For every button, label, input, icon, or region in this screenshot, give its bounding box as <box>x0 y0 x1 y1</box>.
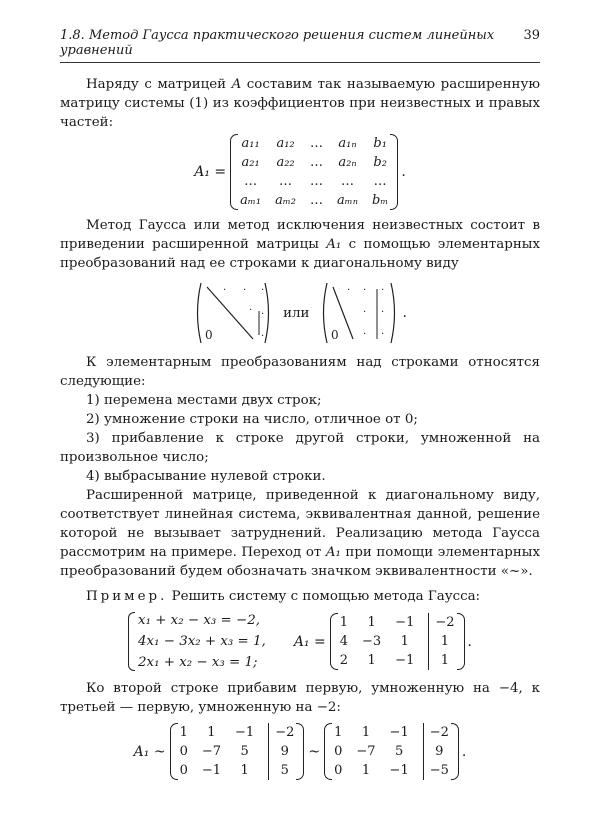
diagonal-form-2 <box>319 281 399 345</box>
example-heading: Пример. Решить систему с помощью метода Гаусса: <box>86 589 481 604</box>
matrix-cell: bₘ <box>372 193 389 208</box>
matrix-cell: 0 <box>179 763 188 778</box>
augmented-matrix-block: A₁ = a₁₁ a₁₂ … a₁ₙ b₁ a₂₁ a₂₂ … a₂ₙ b₂ … … … … … aₘ₁ aₘ₂ … aₘₙ bₘ . <box>194 136 406 208</box>
example-augmented-matrix <box>330 613 465 670</box>
example-system-block: x₁ + x₂ − x₃ = −2, 4x₁ − 3x₂ + x₃ = 1, 2x₁ + x₂ − x₃ = 1; A₁ = 1 1 −1 −2 4 −3 1 1 2 1 −1 1 . <box>60 610 540 673</box>
matrix-cell: 1 <box>361 763 371 778</box>
svg-text:·: · <box>223 285 227 296</box>
equation: 2x₁ + x₂ − x₃ = 1; <box>138 655 258 670</box>
matrix-cell: a₂₂ <box>276 155 295 170</box>
matrix-cell: aₘ₁ <box>240 193 262 208</box>
matrix-cell: −5 <box>423 761 449 780</box>
list-item: 2) умножение строки на число, отличное от 0; <box>86 412 418 427</box>
matrix-cell: 0 <box>179 744 188 759</box>
matrix-cell: … <box>279 174 293 189</box>
linear-system <box>128 610 266 673</box>
paragraph-gauss-method: Метод Гаусса или метод исключения неизвестных состоит в приведении расширенной матрицы A₁ с помощью элементарных преобразований над ее строками к диагональному виду <box>60 218 540 271</box>
svg-text:·: · <box>261 309 265 320</box>
matrix-cell: 4 <box>339 634 348 649</box>
matrix-cell: 1 <box>361 725 371 740</box>
matrix-cell: 5 <box>240 744 249 759</box>
list-item: 3) прибавление к строке другой строки, умноженной на произвольное число; <box>60 431 540 465</box>
matrix-cell: 1 <box>179 725 188 740</box>
matrix-cell: a₁₁ <box>241 136 260 151</box>
svg-text:·: · <box>249 305 253 316</box>
matrix-cell: 1 <box>428 632 454 651</box>
matrix-cell: 0 <box>334 763 343 778</box>
matrix-cell: 1 <box>400 634 409 649</box>
paragraph-augmented-matrix: Наряду с матрицей A составим так называемую расширенную матрицу системы (1) из коэффициентов при неизвестных и правых частей: <box>60 77 540 130</box>
matrix-label: A₁ = <box>194 164 227 180</box>
matrix-cell: … <box>244 174 258 189</box>
matrix-cell: 1 <box>207 725 216 740</box>
matrix-cell: 1 <box>240 763 249 778</box>
matrix-cell: −3 <box>362 634 382 649</box>
or-label: или <box>283 305 310 321</box>
svg-text:·: · <box>261 285 265 296</box>
svg-text:·: · <box>347 285 351 296</box>
header-title: 1.8. Метод Гаусса практического решения систем линейных уравнений <box>60 28 495 58</box>
equivalence-sign: ~ <box>308 743 321 760</box>
matrix-cell: −1 <box>389 725 409 740</box>
matrix-cell: a₂ₙ <box>338 155 357 170</box>
matrix-cell: 5 <box>394 744 404 759</box>
matrix-cell: … <box>310 174 324 189</box>
matrix-cell: −1 <box>395 653 415 668</box>
matrix-cell: −1 <box>395 615 415 630</box>
matrix-cell: −2 <box>423 723 449 742</box>
diagonal-forms: · · · · · · 0 или · · · · · · · 0 . <box>60 281 540 345</box>
matrix-label: A₁ = <box>293 633 326 650</box>
svg-text:·: · <box>381 307 385 318</box>
matrix-cell: −1 <box>201 763 222 778</box>
matrix-cell: 5 <box>268 761 294 780</box>
matrix-cell: 9 <box>423 742 449 761</box>
zero-label: 0 <box>331 328 340 342</box>
matrix-cell: … <box>373 174 387 189</box>
transformed-matrices-block: A₁ ~ 1 1 −1 −2 0 −7 5 9 0 −1 1 5 ~ 1 1 −1 −2 0 −7 5 9 0 1 −1 −5 . <box>133 725 467 778</box>
matrix-cell: −1 <box>235 725 255 740</box>
matrix-cell: 1 <box>428 651 454 670</box>
matrix-cell: 9 <box>268 742 294 761</box>
general-augmented-matrix <box>230 134 398 210</box>
matrix-cell: −2 <box>428 613 454 632</box>
matrix-cell: … <box>310 193 324 208</box>
transformed-matrix-1 <box>170 723 305 780</box>
matrix-cell: −2 <box>268 723 294 742</box>
list-item: 1) перемена местами двух строк; <box>86 393 322 408</box>
matrix-cell: −1 <box>389 763 409 778</box>
running-header <box>60 28 540 63</box>
matrix-cell: 1 <box>334 725 343 740</box>
matrix-cell: a₁ₙ <box>338 136 357 151</box>
zero-label: 0 <box>205 328 213 342</box>
matrix-cell: a₁₂ <box>276 136 295 151</box>
matrix-cell: … <box>310 136 324 151</box>
svg-text:·: · <box>363 307 367 318</box>
svg-text:·: · <box>363 329 367 340</box>
matrix-label: A₁ ~ <box>133 743 166 760</box>
svg-text:·: · <box>381 329 385 340</box>
matrix-cell: a₂₁ <box>241 155 260 170</box>
matrix-cell: 1 <box>339 615 348 630</box>
paragraph-row-operations: Ко второй строке прибавим первую, умноженную на −4, к третьей — первую, умноженную на −2: <box>60 681 540 715</box>
matrix-cell: −7 <box>356 744 376 759</box>
matrix-cell: aₘ₂ <box>275 193 297 208</box>
svg-text:·: · <box>243 285 247 296</box>
svg-text:·: · <box>381 285 385 296</box>
matrix-cell: b₂ <box>373 155 387 170</box>
matrix-cell: 2 <box>339 653 348 668</box>
matrix-cell: 1 <box>367 615 376 630</box>
page <box>60 28 540 780</box>
equation: x₁ + x₂ − x₃ = −2, <box>138 613 260 628</box>
list-item: 4) выбрасывание нулевой строки. <box>86 469 326 484</box>
diagonal-form-1 <box>193 281 273 345</box>
equation: 4x₁ − 3x₂ + x₃ = 1, <box>138 634 266 649</box>
matrix-cell: b₁ <box>373 136 387 151</box>
svg-text:·: · <box>261 331 265 342</box>
matrix-cell: … <box>310 155 324 170</box>
paragraph-elementary-ops: К элементарным преобразованиям над строками относятся следующие: <box>60 355 540 389</box>
paragraph-equivalence: Расширенной матрице, приведенной к диагональному виду, соответствует линейная система, эквивалентная данной, решение которой не вызывает затруднений. Реализацию метода Гаусса рассмотрим на примере. Переход от A₁ при помощи элементарных преобразований будем обозначать значком эквивалентности «~». <box>60 488 540 579</box>
transformed-matrix-2 <box>324 723 459 780</box>
page-number: 39 <box>523 28 540 43</box>
matrix-cell: 1 <box>367 653 376 668</box>
matrix-cell: −7 <box>201 744 222 759</box>
matrix-cell: 0 <box>334 744 343 759</box>
matrix-cell: aₘₙ <box>337 193 359 208</box>
svg-text:·: · <box>363 285 367 296</box>
matrix-cell: … <box>341 174 355 189</box>
